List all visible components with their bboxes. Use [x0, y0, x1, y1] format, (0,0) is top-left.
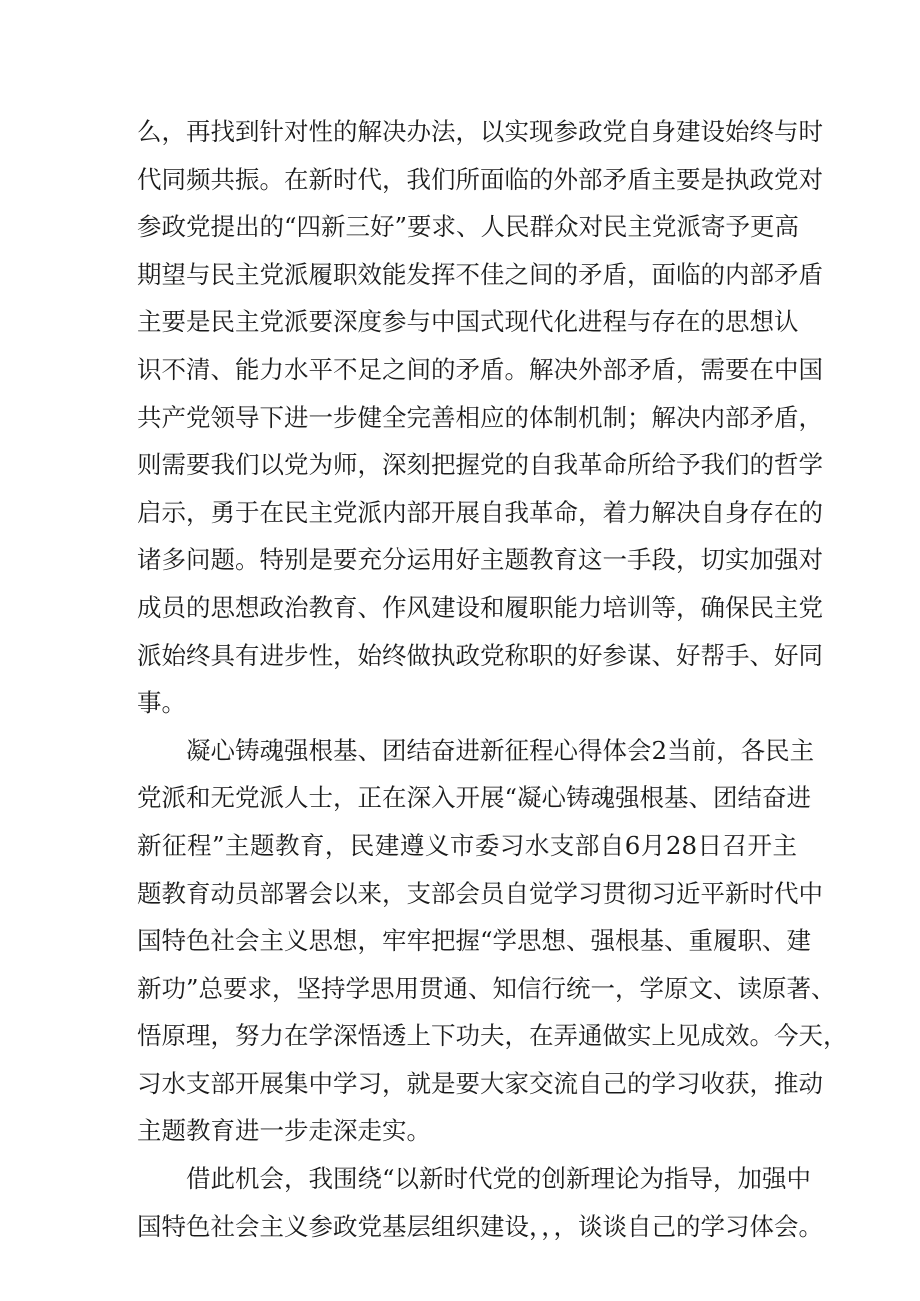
text-line: 代同频共振。在新时代，我们所面临的外部矛盾主要是执政党对	[137, 164, 823, 194]
text-line: 共产党领导下进一步健全完善相应的体制机制；解决内部矛盾，	[137, 402, 823, 432]
text-line: 主要是民主党派要深度参与中国式现代化进程与存在的思想认	[137, 307, 799, 337]
text-line: 识不清、能力水平不足之间的矛盾。解决外部矛盾，需要在中国	[137, 354, 823, 384]
text-line: 党派和无党派人士，正在深入开展“凝心铸魂强根基、团结奋进	[137, 783, 812, 813]
text-line: 则需要我们以党为师，深刻把握党的自我革命所给予我们的哲学	[137, 450, 823, 480]
text-line: 成员的思想政治教育、作风建设和履职能力培训等，确保民主党	[137, 592, 823, 622]
text-line: 题教育动员部署会以来，支部会员自觉学习贯彻习近平新时代中	[137, 878, 823, 908]
text-line: 参政党提出的“四新三好”要求、人民群众对民主党派寄予更高	[137, 212, 800, 242]
text-line: 国特色社会主义思想，牢牢把握“学思想、强根基、重履职、建	[137, 926, 812, 956]
text-line: 诸多问题。特别是要充分运用好主题教育这一手段，切实加强对	[137, 545, 823, 575]
text-line: 新功”总要求，坚持学思用贯通、知信行统一，学原文、读原著、	[137, 973, 836, 1003]
text-line: 事。	[137, 688, 186, 718]
text-line: 么，再找到针对性的解决办法，以实现参政党自身建设始终与时	[137, 117, 823, 146]
text-line: 新征程”主题教育，民建遵义市委习水支部自6月28日召开主	[137, 830, 797, 860]
text-line: 主题教育进一步走深走实。	[137, 1116, 431, 1146]
text-line: 国特色社会主义参政党基层组织建设，，，谈谈自己的学习体会。	[137, 1211, 823, 1241]
text-line: 借此机会，我围绕“以新时代党的创新理论为指导，加强中	[186, 1164, 812, 1194]
text-line: 习水支部开展集中学习，就是要大家交流自己的学习收获，推动	[137, 1068, 823, 1098]
text-line: 悟原理，努力在学深悟透上下功夫，在弄通做实上见成效。今天，	[137, 1021, 848, 1051]
text-line: 期望与民主党派履职效能发挥不佳之间的矛盾，面临的内部矛盾	[137, 259, 823, 289]
body-text	[137, 108, 848, 1250]
text-line: 凝心铸魂强根基、团结奋进新征程心得体会2当前，各民主	[186, 735, 815, 765]
text-line: 启示，勇于在民主党派内部开展自我革命，着力解决自身存在的	[137, 497, 823, 527]
text-line: 派始终具有进步性，始终做执政党称职的好参谋、好帮手、好同	[137, 640, 823, 670]
